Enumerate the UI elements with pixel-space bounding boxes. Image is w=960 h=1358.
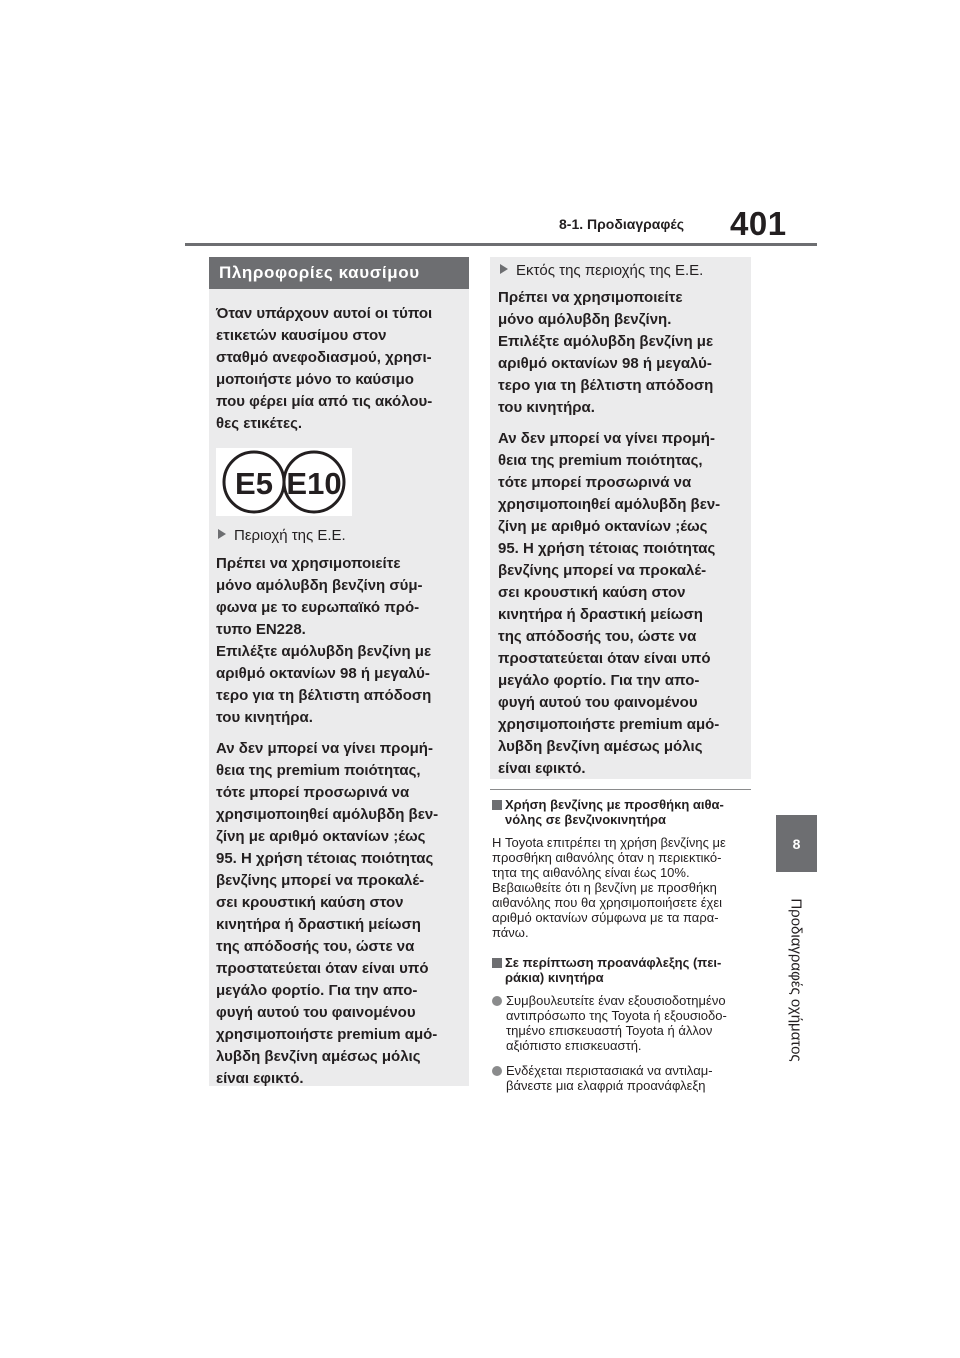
- fuel-labels-graphic: [216, 448, 352, 516]
- circle-bullet-icon: [492, 996, 502, 1006]
- non-eu-heading: Εκτός της περιοχής της Ε.Ε.: [500, 261, 703, 281]
- fuel-intro-text: Όταν υπάρχουν αυτοί οι τύποι ετικετών καυσίμου στον σταθμό ανεφοδιασμού, χρησι- μοποιήστε μόνο το καύσιμο που φέρει μία από τις ακόλου- θες ετικέτες.: [216, 305, 433, 432]
- chapter-tab-number: 8: [776, 815, 817, 872]
- page-number: 401: [730, 205, 787, 242]
- header-divider: [185, 243, 817, 246]
- eu-region-heading: Περιοχή της Ε.Ε.: [218, 526, 346, 546]
- square-bullet-icon: [492, 800, 502, 810]
- ethanol-note-heading: Χρήση βενζίνης με προσθήκη αιθα- νόλης σε βενζινοκινητήρα: [492, 797, 724, 827]
- knock-bullet-2: Ενδέχεται περιστασιακά να αντιλαμ- βάνεστε μια ελαφριά προανάφλεξη: [492, 1063, 713, 1093]
- square-bullet-icon: [492, 958, 502, 968]
- circle-bullet-icon: [492, 1066, 502, 1076]
- non-eu-paragraph-1: Πρέπει να χρησιμοποιείτε μόνο αμόλυβδη βενζίνη. Επιλέξτε αμόλυβδη βενζίνη με αριθμό οκτανίων 98 ή μεγαλύ- τερο για τη βέλτιστη απόδοση του κινητήρα.: [498, 289, 714, 416]
- non-eu-paragraph-2: Αν δεν μπορεί να γίνει προμή- θεια της premium ποιότητας, τότε μπορεί προσωρινά να χρησιμοποιηθεί αμόλυβδη βεν- ζίνη με αριθμό οκτανίων ;έως 95. Η χρήση τέτοιας ποιότητας βενζίνης μπορεί να προκαλέ- σει κρουστική καύση στον κινητήρα ή δραστική μείωση της απόδοσής του, ώστε να προστατεύεται όταν είναι υπό μεγάλο φορτίο. Για την απο- φυγή αυτού του φαινομένου χρησιμοποιήστε premium αμό- λυβδη βενζίνη αμέσως μόλις είναι εφικτό.: [498, 430, 721, 777]
- fuel-info-title: Πληροφορίες καυσίμου: [209, 257, 469, 289]
- knock-note-heading: Σε περίπτωση προανάφλεξης (πει- ράκια) κινητήρα: [492, 955, 721, 985]
- chapter-tab-label: Προδιαγραφές οχήματος: [787, 898, 805, 1062]
- chapter-tab: [772, 880, 820, 1080]
- eu-paragraph-2: Αν δεν μπορεί να γίνει προμή- θεια της premium ποιότητας, τότε μπορεί προσωρινά να χρησιμοποιηθεί αμόλυβδη βεν- ζίνη με αριθμό οκτανίων ;έως 95. Η χρήση τέτοιας ποιότητας βενζίνης μπορεί να προκαλέ- σει κρουστική καύση στον κινητήρα ή δραστική μείωση της απόδοσής του, ώστε να προστατεύεται όταν είναι υπό μεγάλο φορτίο. Για την απο- φυγή αυτού του φαινομένου χρησιμοποιήστε premium αμό- λυβδη βενζίνη αμέσως μόλις είναι εφικτό.: [216, 740, 439, 1087]
- e5-label: E5: [235, 466, 273, 501]
- eu-paragraph-1: Πρέπει να χρησιμοποιείτε μόνο αμόλυβδη βενζίνη σύμ- φωνα με το ευρωπαϊκό πρό- τυπο EN228. Επιλέξτε αμόλυβδη βενζίνη με αριθμό οκτανίων 98 ή μεγαλύ- τερο για τη βέλτιστη απόδοση του κινητήρα.: [216, 555, 432, 726]
- triangle-bullet-icon: [500, 264, 508, 274]
- notes-divider: [490, 789, 751, 790]
- ethanol-note-body: Η Toyota επιτρέπει τη χρήση βενζίνης με προσθήκη αιθανόλης όταν η περιεκτικό- τητα της αιθανόλης είναι έως 10%. Βεβαιωθείτε ότι η βενζίνη με προσθήκη αιθανόλης που θα χρησιμοποιήσετε έχει αριθμό οκτανίων σύμφωνα με τα παρα- πάνω.: [492, 835, 726, 940]
- section-title: 8-1. Προδιαγραφές: [559, 216, 684, 232]
- triangle-bullet-icon: [218, 529, 226, 539]
- knock-bullet-1: Συμβουλευτείτε έναν εξουσιοδοτημένο αντιπρόσωπο της Toyota ή εξουσιοδο- τημένο επισκευαστή Toyota ή άλλον αξιόπιστο επισκευαστή.: [492, 993, 727, 1053]
- e10-label: E10: [286, 466, 342, 501]
